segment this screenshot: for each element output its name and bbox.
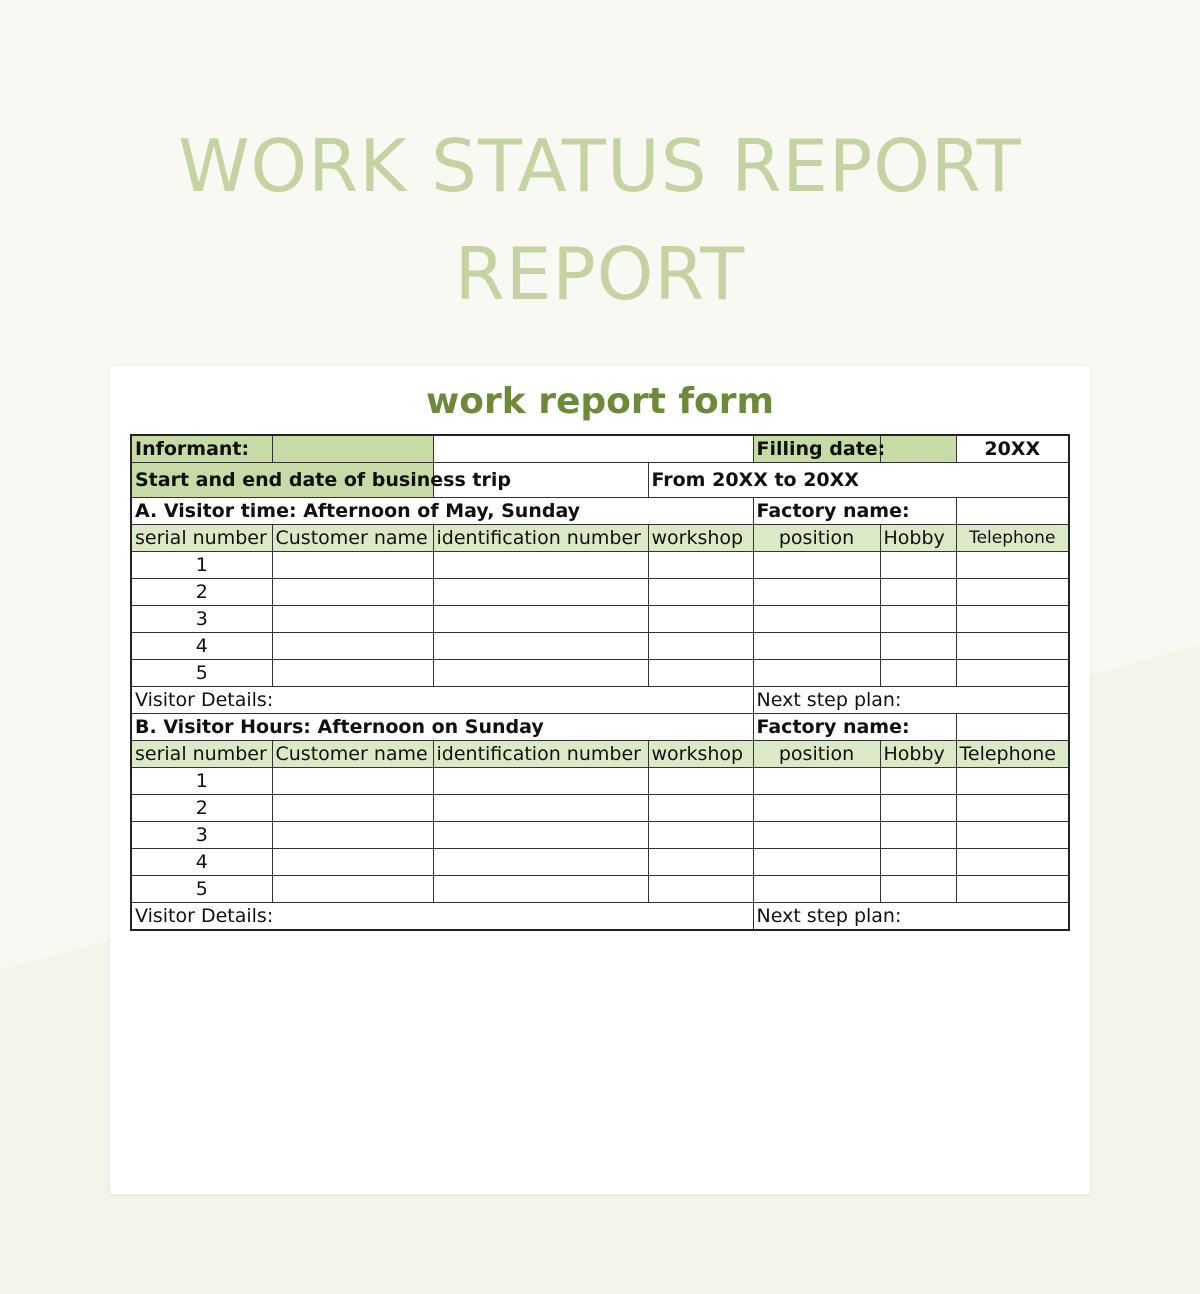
table-cell[interactable] xyxy=(433,876,648,903)
section-a-header-hobby: Hobby xyxy=(880,525,956,552)
table-cell[interactable] xyxy=(272,795,433,822)
section-a-header-id: identification number xyxy=(433,525,648,552)
section-b-factory-input[interactable] xyxy=(956,714,1069,741)
section-a-factory-input[interactable] xyxy=(956,498,1069,525)
serial-cell: 1 xyxy=(131,768,272,795)
trip-value[interactable]: From 20XX to 20XX xyxy=(648,463,1069,498)
table-cell[interactable] xyxy=(648,606,753,633)
table-cell[interactable] xyxy=(880,849,956,876)
table-cell[interactable] xyxy=(433,606,648,633)
table-cell[interactable] xyxy=(648,633,753,660)
table-row xyxy=(131,876,1069,903)
section-a-header-telephone: Telephone xyxy=(956,525,1069,552)
serial-cell: 1 xyxy=(131,552,272,579)
table-cell[interactable] xyxy=(753,660,880,687)
serial-cell: 2 xyxy=(131,795,272,822)
table-cell[interactable] xyxy=(956,633,1069,660)
table-cell[interactable] xyxy=(753,633,880,660)
page-title-line1: WORK STATUS REPORT xyxy=(178,124,1022,208)
table-cell[interactable] xyxy=(648,552,753,579)
serial-cell: 4 xyxy=(131,633,272,660)
section-b-header-telephone: Telephone xyxy=(956,741,1069,768)
table-cell[interactable] xyxy=(648,768,753,795)
table-row xyxy=(131,768,1069,795)
table-cell[interactable] xyxy=(433,768,648,795)
table-cell[interactable] xyxy=(433,660,648,687)
filling-date-input[interactable] xyxy=(880,435,956,463)
table-cell[interactable] xyxy=(956,660,1069,687)
section-a-header-workshop: workshop xyxy=(648,525,753,552)
section-b-header-position: position xyxy=(753,741,880,768)
table-cell[interactable] xyxy=(956,768,1069,795)
table-cell[interactable] xyxy=(433,849,648,876)
table-cell[interactable] xyxy=(433,822,648,849)
table-cell[interactable] xyxy=(753,822,880,849)
table-cell[interactable] xyxy=(648,876,753,903)
table-cell[interactable] xyxy=(272,822,433,849)
section-b-factory-label: Factory name: xyxy=(753,714,956,741)
table-cell[interactable] xyxy=(880,633,956,660)
informant-input[interactable] xyxy=(272,435,433,463)
table-cell[interactable] xyxy=(272,579,433,606)
section-b-header-hobby: Hobby xyxy=(880,741,956,768)
table-row xyxy=(131,579,1069,606)
section-a-title: A. Visitor time: Afternoon of May, Sunday xyxy=(131,498,753,525)
page-title-line2: REPORT xyxy=(454,232,746,316)
table-cell[interactable] xyxy=(648,849,753,876)
section-b-title: B. Visitor Hours: Afternoon on Sunday xyxy=(131,714,753,741)
section-b-header-workshop: workshop xyxy=(648,741,753,768)
filling-date-value[interactable]: 20XX xyxy=(956,435,1069,463)
filling-date-label: Filling date: xyxy=(753,435,880,463)
table-cell[interactable] xyxy=(433,795,648,822)
section-b-visitor-details[interactable]: Visitor Details: xyxy=(131,903,753,931)
table-cell[interactable] xyxy=(880,795,956,822)
section-b-header-id: identification number xyxy=(433,741,648,768)
table-row xyxy=(131,552,1069,579)
table-row xyxy=(131,795,1069,822)
table-cell[interactable] xyxy=(956,849,1069,876)
table-cell[interactable] xyxy=(648,822,753,849)
serial-cell: 2 xyxy=(131,579,272,606)
table-cell[interactable] xyxy=(753,552,880,579)
table-cell[interactable] xyxy=(880,660,956,687)
table-cell[interactable] xyxy=(956,795,1069,822)
table-cell[interactable] xyxy=(753,768,880,795)
section-a-header-position: position xyxy=(753,525,880,552)
informant-extra-cell[interactable] xyxy=(433,435,753,463)
table-cell[interactable] xyxy=(753,876,880,903)
serial-cell: 5 xyxy=(131,876,272,903)
table-cell[interactable] xyxy=(956,822,1069,849)
table-cell[interactable] xyxy=(648,579,753,606)
page-title xyxy=(0,112,1200,328)
form-title: work report form xyxy=(425,381,775,422)
table-cell[interactable] xyxy=(272,849,433,876)
table-cell[interactable] xyxy=(433,552,648,579)
table-cell[interactable] xyxy=(753,795,880,822)
section-b-header-serial: serial number xyxy=(131,741,272,768)
trip-label: Start and end date of business trip xyxy=(131,463,433,498)
section-b-header-customer: Customer name xyxy=(272,741,433,768)
table-cell[interactable] xyxy=(272,876,433,903)
table-cell[interactable] xyxy=(753,606,880,633)
work-report-table xyxy=(130,434,1070,931)
section-b-next-step-plan[interactable]: Next step plan: xyxy=(753,903,1069,931)
table-cell[interactable] xyxy=(880,606,956,633)
section-a-visitor-details[interactable]: Visitor Details: xyxy=(131,687,753,714)
table-cell[interactable] xyxy=(956,579,1069,606)
table-cell[interactable] xyxy=(272,606,433,633)
section-a-factory-label: Factory name: xyxy=(753,498,956,525)
table-cell[interactable] xyxy=(880,876,956,903)
table-cell[interactable] xyxy=(880,579,956,606)
table-cell[interactable] xyxy=(956,552,1069,579)
serial-cell: 5 xyxy=(131,660,272,687)
section-a-header-customer: Customer name xyxy=(272,525,433,552)
table-row xyxy=(131,606,1069,633)
table-cell[interactable] xyxy=(648,660,753,687)
table-row xyxy=(131,822,1069,849)
table-cell[interactable] xyxy=(956,606,1069,633)
table-cell[interactable] xyxy=(272,552,433,579)
table-cell[interactable] xyxy=(272,633,433,660)
table-cell[interactable] xyxy=(956,876,1069,903)
table-cell[interactable] xyxy=(648,795,753,822)
table-row xyxy=(131,633,1069,660)
table-cell[interactable] xyxy=(880,552,956,579)
table-cell[interactable] xyxy=(880,768,956,795)
serial-cell: 3 xyxy=(131,606,272,633)
table-cell[interactable] xyxy=(753,579,880,606)
table-cell[interactable] xyxy=(433,633,648,660)
serial-cell: 4 xyxy=(131,849,272,876)
table-cell[interactable] xyxy=(272,768,433,795)
table-cell[interactable] xyxy=(272,660,433,687)
serial-cell: 3 xyxy=(131,822,272,849)
table-cell[interactable] xyxy=(433,579,648,606)
table-row xyxy=(131,849,1069,876)
informant-label: Informant: xyxy=(131,435,272,463)
section-a-next-step-plan[interactable]: Next step plan: xyxy=(753,687,1069,714)
table-row xyxy=(131,660,1069,687)
section-a-header-serial: serial number xyxy=(131,525,272,552)
table-cell[interactable] xyxy=(753,849,880,876)
table-cell[interactable] xyxy=(880,822,956,849)
